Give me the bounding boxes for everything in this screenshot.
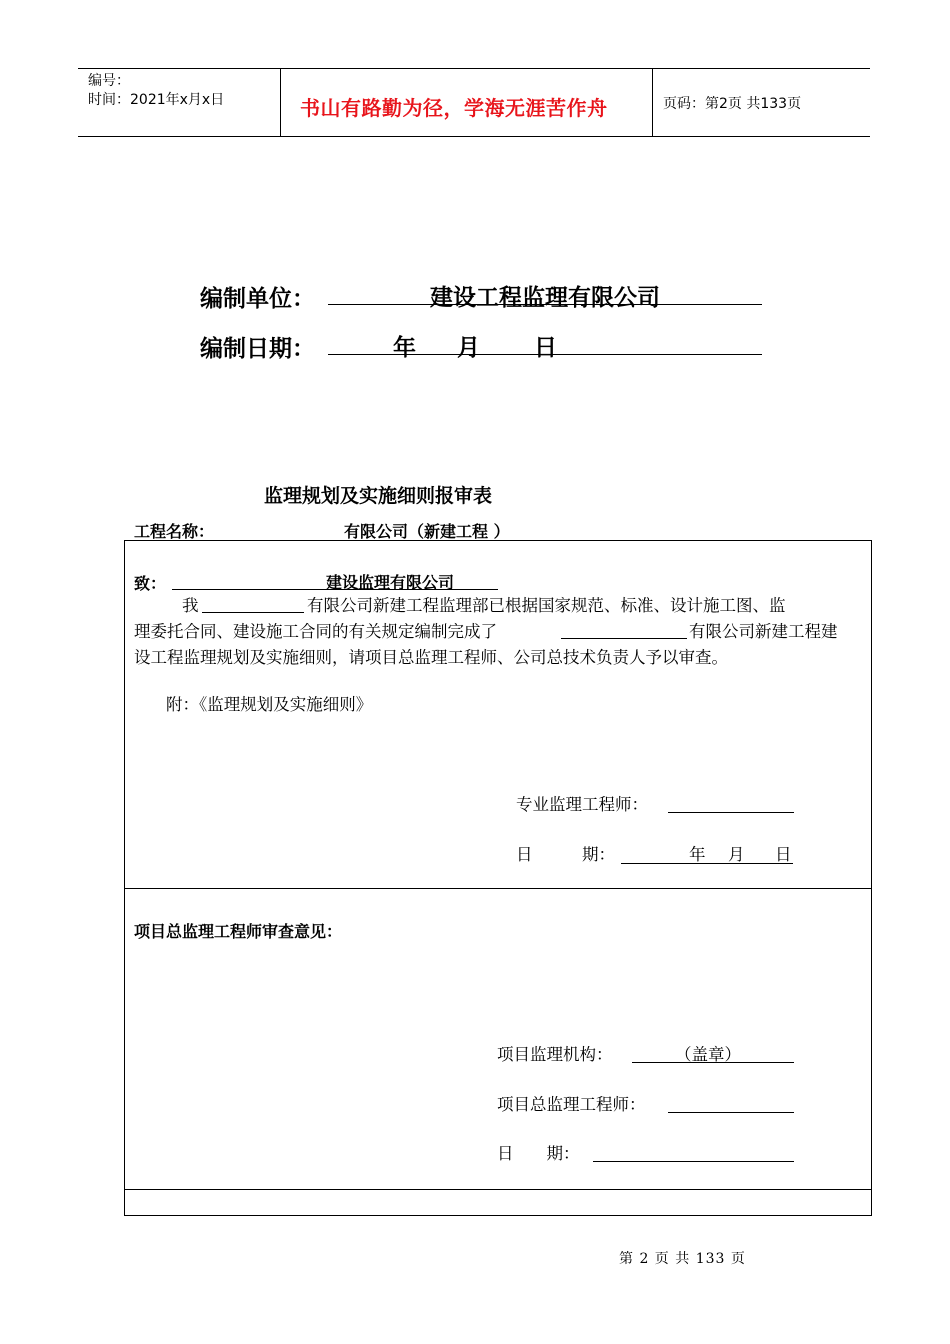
header-divider	[280, 68, 281, 136]
form-row-divider	[124, 1189, 872, 1190]
compile-date-month: 月	[457, 335, 480, 361]
number-label: 编号：	[88, 73, 130, 89]
date1-month: 月	[728, 845, 745, 864]
para-start: 我	[182, 596, 199, 615]
para-line1: 有限公司新建工程监理部已根据国家规范、标准、设计施工图、监	[307, 596, 786, 615]
header-bottom-rule	[78, 136, 870, 137]
date1-label: 日 期：	[516, 845, 615, 864]
to-value: 建设监理有限公司	[326, 573, 455, 592]
review-title: 项目总监理工程师审查意见：	[134, 922, 343, 941]
engineer-signature-line	[668, 812, 794, 813]
to-label: 致：	[134, 574, 167, 593]
date2-underline	[593, 1161, 794, 1162]
compile-date-day: 日	[534, 335, 557, 361]
page-info: 页码：第2页 共133页	[663, 96, 802, 112]
page-footer: 第 2 页 共 133 页	[619, 1251, 746, 1267]
attachment-note: 附：《监理规划及实施细则》	[166, 695, 373, 714]
para-line2-end: 有限公司新建工程建	[689, 622, 838, 641]
form-row-divider	[124, 888, 872, 889]
compile-unit-label: 编制单位：	[200, 286, 315, 312]
engineer-label: 专业监理工程师：	[516, 795, 648, 814]
form-title: 监理规划及实施细则报审表	[264, 485, 493, 507]
compile-date-underline	[328, 354, 762, 355]
compile-date-label: 编制日期：	[200, 336, 315, 362]
date1-day: 日	[775, 845, 792, 864]
blank-line	[561, 638, 687, 639]
date1-underline	[621, 863, 793, 864]
time-label: 时间：2021年x月x日	[88, 92, 225, 108]
chief-signature-line	[668, 1112, 794, 1113]
para-line3: 设工程监理规划及实施细则，请项目总监理工程师、公司总技术负责人予以审查。	[134, 648, 728, 667]
date2-label: 日 期：	[497, 1144, 580, 1163]
org-label: 项目监理机构：	[497, 1045, 613, 1064]
compile-date-year: 年	[393, 335, 416, 361]
project-name-label: 工程名称：	[134, 522, 215, 541]
header-divider	[652, 68, 653, 136]
date1-year: 年	[689, 845, 706, 864]
org-seal: （盖章）	[675, 1045, 741, 1064]
compile-unit-value: 建设工程监理有限公司	[430, 285, 660, 311]
compile-unit-underline	[328, 304, 762, 305]
header-top-rule	[78, 68, 870, 69]
para-line2-start: 理委托合同、建设施工合同的有关规定编制完成了	[134, 622, 497, 641]
org-underline	[632, 1062, 794, 1063]
project-name-value: 有限公司（新建工程 ）	[344, 522, 510, 541]
header-motto: 书山有路勤为径，学海无涯苦作舟	[300, 96, 608, 120]
chief-engineer-label: 项目总监理工程师：	[497, 1095, 646, 1114]
blank-line	[202, 612, 304, 613]
